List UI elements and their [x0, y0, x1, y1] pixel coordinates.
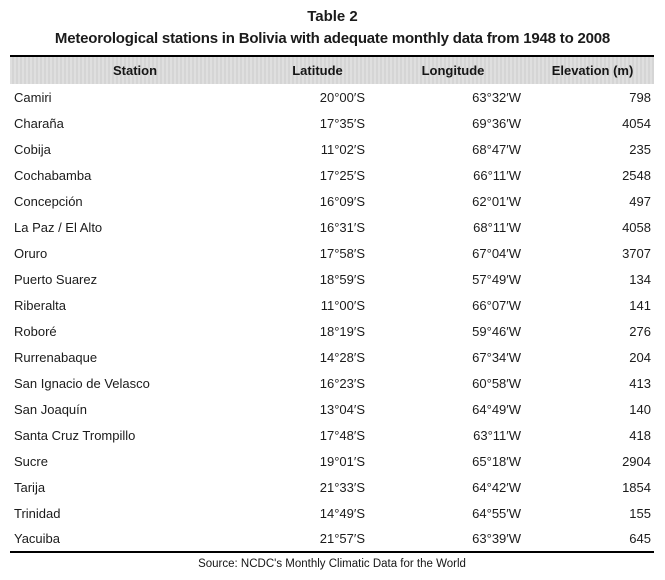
station-cell: Oruro — [14, 245, 48, 261]
longitude-cell: 63°11′W — [473, 427, 521, 443]
longitude-cell: 63°39′W — [472, 531, 521, 546]
table-row — [10, 84, 654, 110]
longitude-cell: 66°07′W — [472, 297, 521, 313]
table-row — [10, 266, 654, 292]
table-row — [10, 214, 654, 240]
longitude-cell: 66°11′W — [473, 167, 521, 183]
latitude-cell: 21°33′S — [319, 479, 365, 495]
station-cell: Cobija — [14, 141, 51, 157]
table-row — [10, 292, 654, 318]
table-row — [10, 136, 654, 162]
longitude-cell: 64°49′W — [472, 401, 521, 417]
latitude-cell: 16°31′S — [319, 219, 365, 235]
latitude-cell: 19°01′S — [319, 453, 365, 469]
stations-table — [10, 55, 654, 553]
longitude-cell: 69°36′W — [472, 115, 521, 131]
table-row — [10, 500, 654, 526]
elevation-cell: 798 — [629, 89, 651, 105]
table-title: Meteorological stations in Bolivia with adequate monthly data from 1948 to 2008 — [54, 30, 611, 47]
station-cell: Puerto Suarez — [14, 271, 98, 287]
elevation-cell: 235 — [629, 141, 651, 157]
longitude-cell: 63°32′W — [472, 89, 521, 105]
elevation-cell: 645 — [629, 531, 651, 546]
table-caption — [0, 0, 665, 48]
elevation-cell: 2548 — [622, 167, 651, 183]
latitude-cell: 17°35′S — [319, 115, 365, 131]
header-station: Station — [112, 63, 158, 78]
longitude-cell: 59°46′W — [472, 323, 521, 339]
header-latitude: Latitude — [292, 63, 343, 78]
station-cell: Yacuiba — [14, 531, 61, 546]
table-row — [10, 448, 654, 474]
table-row — [10, 422, 654, 448]
table-row — [10, 240, 654, 266]
table-row — [10, 188, 654, 214]
table-row — [10, 318, 654, 344]
latitude-cell: 17°48′S — [319, 427, 365, 443]
latitude-cell: 18°19′S — [319, 323, 365, 339]
station-cell: Camiri — [14, 89, 52, 105]
table-row — [10, 162, 654, 188]
table-number: Table 2 — [307, 8, 358, 25]
header-longitude: Longitude — [421, 63, 485, 78]
table-row — [10, 344, 654, 370]
longitude-cell: 62°01′W — [472, 193, 521, 209]
longitude-cell: 60°58′W — [472, 375, 521, 391]
latitude-cell: 13°04′S — [319, 401, 365, 417]
latitude-cell: 14°28′S — [319, 349, 365, 365]
longitude-cell: 65°18′W — [472, 453, 521, 469]
station-cell: Charaña — [14, 115, 64, 131]
latitude-cell: 16°09′S — [319, 193, 365, 209]
elevation-cell: 276 — [629, 323, 651, 339]
latitude-cell: 20°00′S — [319, 89, 365, 105]
station-cell: Riberalta — [14, 297, 67, 313]
table-row — [10, 474, 654, 500]
station-cell: Tarija — [14, 479, 46, 495]
latitude-cell: 14°49′S — [319, 505, 365, 521]
latitude-cell: 17°58′S — [319, 245, 365, 261]
elevation-cell: 4058 — [622, 219, 651, 235]
longitude-cell: 68°11′W — [473, 219, 521, 235]
station-cell: Sucre — [14, 453, 48, 469]
station-cell: Concepción — [14, 193, 83, 209]
longitude-cell: 64°55′W — [472, 505, 521, 521]
latitude-cell: 16°23′S — [319, 375, 365, 391]
elevation-cell: 4054 — [622, 115, 651, 131]
elevation-cell: 2904 — [622, 453, 651, 469]
longitude-cell: 67°04′W — [472, 245, 521, 261]
table-header — [10, 56, 654, 84]
elevation-cell: 418 — [629, 427, 651, 443]
station-cell: Trinidad — [14, 505, 61, 521]
elevation-cell: 204 — [629, 349, 651, 365]
station-cell: San Ignacio de Velasco — [14, 375, 150, 391]
longitude-cell: 67°34′W — [472, 349, 521, 365]
longitude-cell: 68°47′W — [472, 141, 521, 157]
station-cell: San Joaquín — [14, 401, 88, 417]
elevation-cell: 413 — [629, 375, 651, 391]
header-elevation: Elevation (m) — [551, 63, 634, 78]
elevation-cell: 140 — [629, 401, 651, 417]
elevation-cell: 3707 — [622, 245, 651, 261]
elevation-cell: 134 — [629, 271, 651, 287]
longitude-cell: 64°42′W — [472, 479, 521, 495]
latitude-cell: 11°02′S — [320, 141, 365, 157]
latitude-cell: 18°59′S — [319, 271, 365, 287]
table-row — [10, 526, 654, 552]
elevation-cell: 1854 — [622, 479, 651, 495]
longitude-cell: 57°49′W — [472, 271, 521, 287]
table-row — [10, 396, 654, 422]
latitude-cell: 21°57′S — [319, 531, 365, 546]
source-note: Source: NCDC's Monthly Climatic Data for the World — [198, 558, 466, 570]
station-cell: Roboré — [14, 323, 57, 339]
table-body — [10, 84, 654, 552]
station-cell: La Paz / El Alto — [14, 219, 103, 235]
table-row — [10, 110, 654, 136]
header-row — [10, 56, 654, 84]
station-cell: Cochabamba — [14, 167, 92, 183]
stations-table-container — [10, 55, 654, 570]
elevation-cell: 155 — [629, 505, 651, 521]
elevation-cell: 497 — [629, 193, 651, 209]
table-row — [10, 370, 654, 396]
latitude-cell: 11°00′S — [320, 297, 365, 313]
station-cell: Santa Cruz Trompillo — [14, 427, 136, 443]
elevation-cell: 141 — [629, 297, 651, 313]
latitude-cell: 17°25′S — [319, 167, 365, 183]
station-cell: Rurrenabaque — [14, 349, 98, 365]
